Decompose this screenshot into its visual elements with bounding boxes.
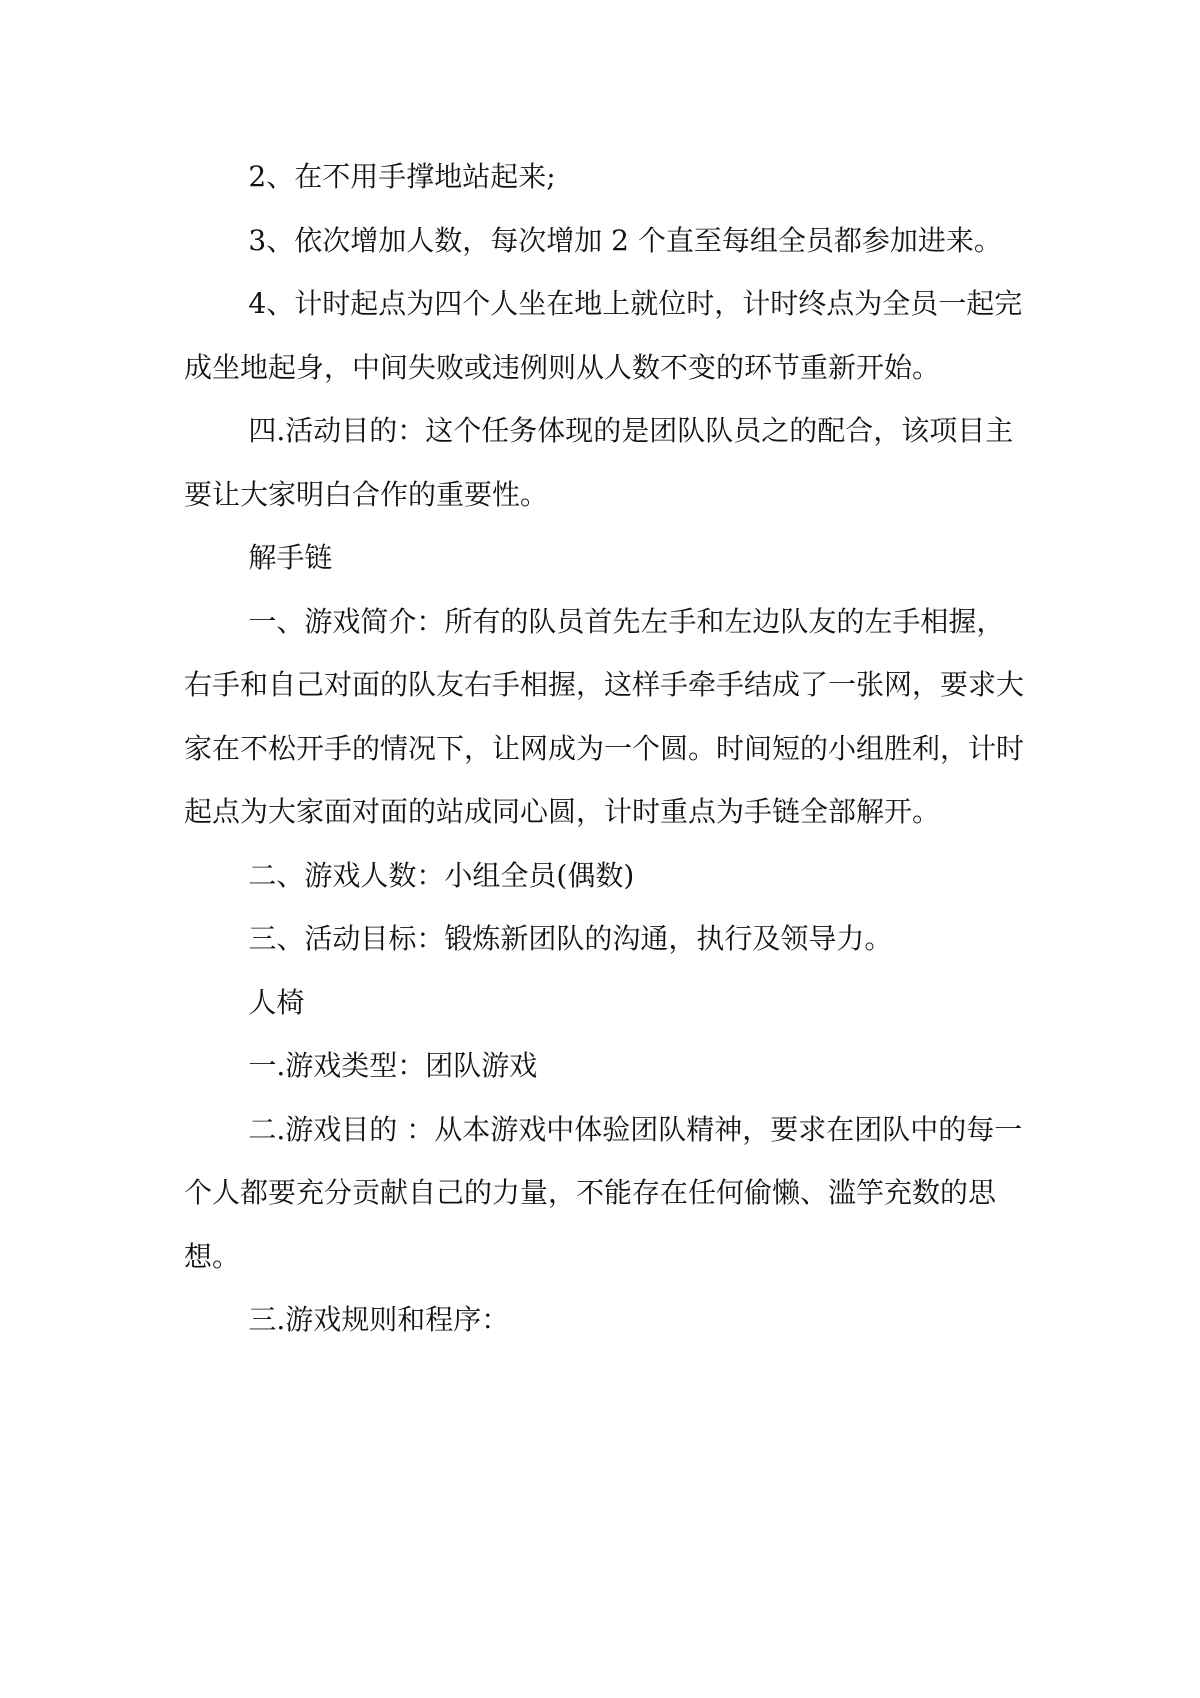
section-heading-human-chair: 人椅 [248,985,305,1019]
paragraph-step-4: 4、计时起点为四个人坐在地上就位时，计时终点为全员一起完成坐地起身，中间失败或违例则从人数不变的环节重新开始。 [184,287,1023,384]
document-body [184,145,1032,1352]
paragraph-game-type: 一.游戏类型：团队游戏 [248,1049,538,1082]
paragraph-activity-goal: 三、活动目标：锻炼新团队的沟通，执行及领导力。 [248,922,893,955]
section-heading-hand-chain: 解手链 [248,541,333,574]
paragraph-game-purpose: 二.游戏目的 ：从本游戏中体验团队精神，要求在团队中的每一个人都要充分贡献自己的力量，不能存在任何偷懒、滥竽充数的思想。 [184,1112,1023,1273]
paragraph-game-intro: 一、游戏简介：所有的队员首先左手和左边队友的左手相握，右手和自己对面的队友右手相握，这样手牵手结成了一张网，要求大家在不松开手的情况下，让网成为一个圆。时间短的小组胜利，计时起点为大家面对面的站成同心圆，计时重点为手链全部解开。 [184,604,1025,828]
paragraph-step-3: 3、依次增加人数，每次增加 2 个直至每组全员都参加进来。 [248,223,1002,257]
paragraph-step-2: 2、在不用手撑地站起来; [248,160,556,193]
paragraph-activity-purpose: 四.活动目的：这个任务体现的是团队队员之的配合，该项目主要让大家明白合作的重要性。 [184,414,1014,511]
paragraph-game-rules: 三.游戏规则和程序： [248,1303,510,1336]
paragraph-game-players: 二、游戏人数：小组全员(偶数) [248,858,635,892]
